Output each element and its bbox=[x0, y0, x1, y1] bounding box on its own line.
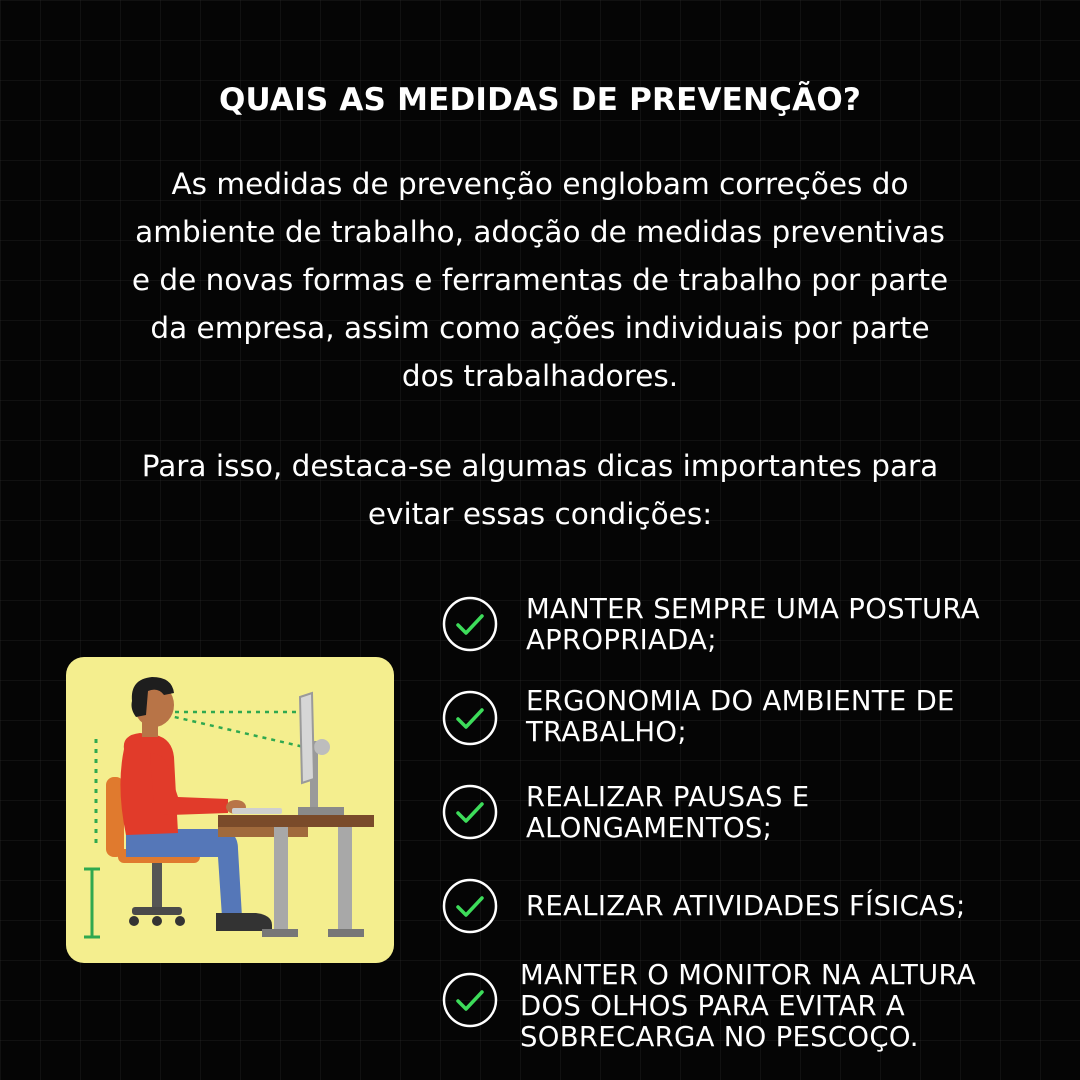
check-circle-icon bbox=[442, 972, 498, 1028]
tips-intro-line: evitar essas condições: bbox=[367, 497, 713, 531]
tip-text bbox=[520, 960, 976, 1053]
check-circle-icon bbox=[442, 878, 498, 934]
tip-text bbox=[526, 891, 966, 922]
tips-list bbox=[440, 0, 1070, 1080]
intro-line: dos trabalhadores. bbox=[401, 359, 679, 393]
tip-item bbox=[440, 685, 1070, 750]
check-circle-icon bbox=[442, 690, 498, 746]
tip-line: REALIZAR ATIVIDADES FÍSICAS; bbox=[526, 890, 966, 922]
intro-line: As medidas de prevenção englobam correções do bbox=[171, 167, 909, 201]
tip-line: TRABALHO; bbox=[526, 716, 687, 748]
tip-item bbox=[440, 959, 1070, 1053]
check-circle-icon bbox=[442, 784, 498, 840]
tip-text bbox=[526, 594, 980, 656]
tip-line: MANTER O MONITOR NA ALTURA bbox=[520, 959, 976, 991]
intro-line: e de novas formas e ferramentas de trabalho por parte bbox=[131, 263, 949, 297]
tip-line: ALONGAMENTOS; bbox=[526, 812, 773, 844]
ergonomic-workstation-illustration bbox=[66, 657, 394, 963]
tip-line: REALIZAR PAUSAS E bbox=[526, 781, 810, 813]
tip-line: ERGONOMIA DO AMBIENTE DE bbox=[526, 685, 955, 717]
intro-line: da empresa, assim como ações individuais por parte bbox=[150, 311, 930, 345]
check-circle-icon bbox=[442, 596, 498, 652]
ergonomic-posture-icon bbox=[66, 657, 394, 963]
tips-intro-line: Para isso, destaca-se algumas dicas importantes para bbox=[141, 449, 939, 483]
intro-line: ambiente de trabalho, adoção de medidas preventivas bbox=[135, 215, 945, 249]
tip-text bbox=[526, 782, 809, 844]
tip-item bbox=[440, 781, 1070, 844]
tip-line: MANTER SEMPRE UMA POSTURA bbox=[526, 593, 980, 625]
tip-line: SOBRECARGA NO PESCOÇO. bbox=[520, 1021, 919, 1053]
tip-item bbox=[440, 593, 1070, 656]
tip-line: DOS OLHOS PARA EVITAR A bbox=[520, 990, 906, 1022]
page-title: QUAIS AS MEDIDAS DE PREVENÇÃO? bbox=[218, 82, 862, 118]
tip-item bbox=[440, 878, 1070, 938]
tip-text bbox=[526, 686, 955, 748]
tip-line: APROPRIADA; bbox=[526, 624, 717, 656]
